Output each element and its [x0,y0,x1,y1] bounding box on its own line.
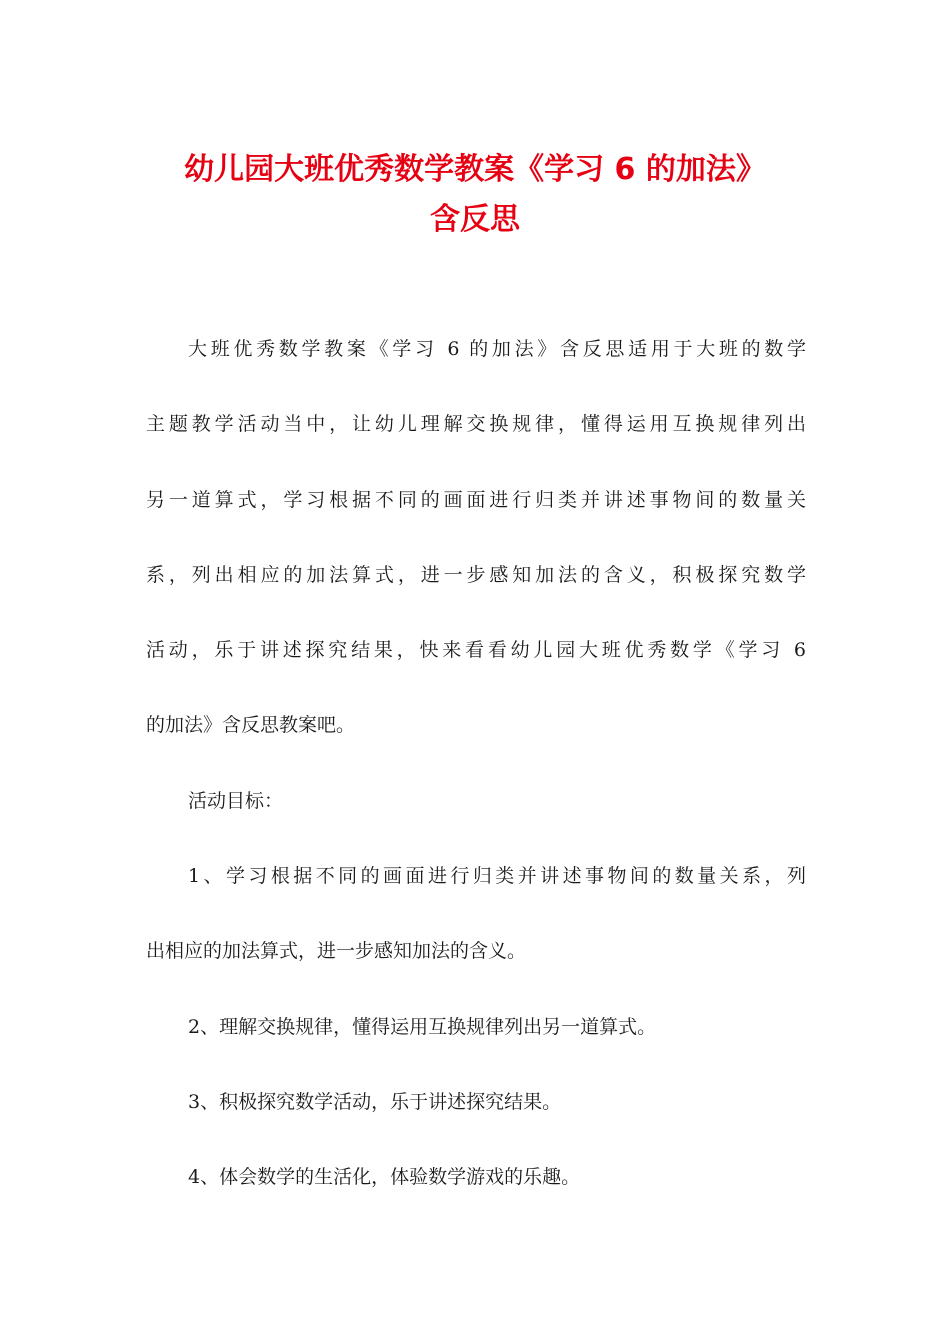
goal-1-line-1: 1、学习根据不同的画面进行归类并讲述事物间的数量关系，列 [188,865,806,888]
goal-3: 3、积极探究数学活动，乐于讲述探究结果。 [188,1090,562,1113]
intro-line-4: 系，列出相应的加法算式，进一步感知加法的含义，积极探究数学 [146,563,806,586]
intro-line-2: 主题教学活动当中，让幼儿理解交换规律，懂得运用互换规律列出 [146,413,806,436]
goal-2: 2、理解交换规律，懂得运用互换规律列出另一道算式。 [188,1015,657,1038]
document-title-line-2: 含反思 [430,202,520,237]
goal-1-line-2: 出相应的加法算式，进一步感知加法的含义。 [146,940,527,963]
document-body [146,321,806,1225]
goal-4: 4、体会数学的生活化，体验数学游戏的乐趣。 [188,1166,581,1189]
document-title-line-1: 幼儿园大班优秀数学教案《学习 6 的加法》 [184,152,766,187]
intro-line-5: 活动，乐于讲述探究结果，快来看看幼儿园大班优秀数学《学习 6 [146,639,806,662]
intro-line-6: 的加法》含反思教案吧。 [146,714,356,737]
intro-line-3: 另一道算式，学习根据不同的画面进行归类并讲述事物间的数量关 [146,488,806,511]
intro-line-1: 大班优秀数学教案《学习 6 的加法》含反思适用于大班的数学 [188,338,806,360]
section-heading-goals: 活动目标： [188,789,284,812]
